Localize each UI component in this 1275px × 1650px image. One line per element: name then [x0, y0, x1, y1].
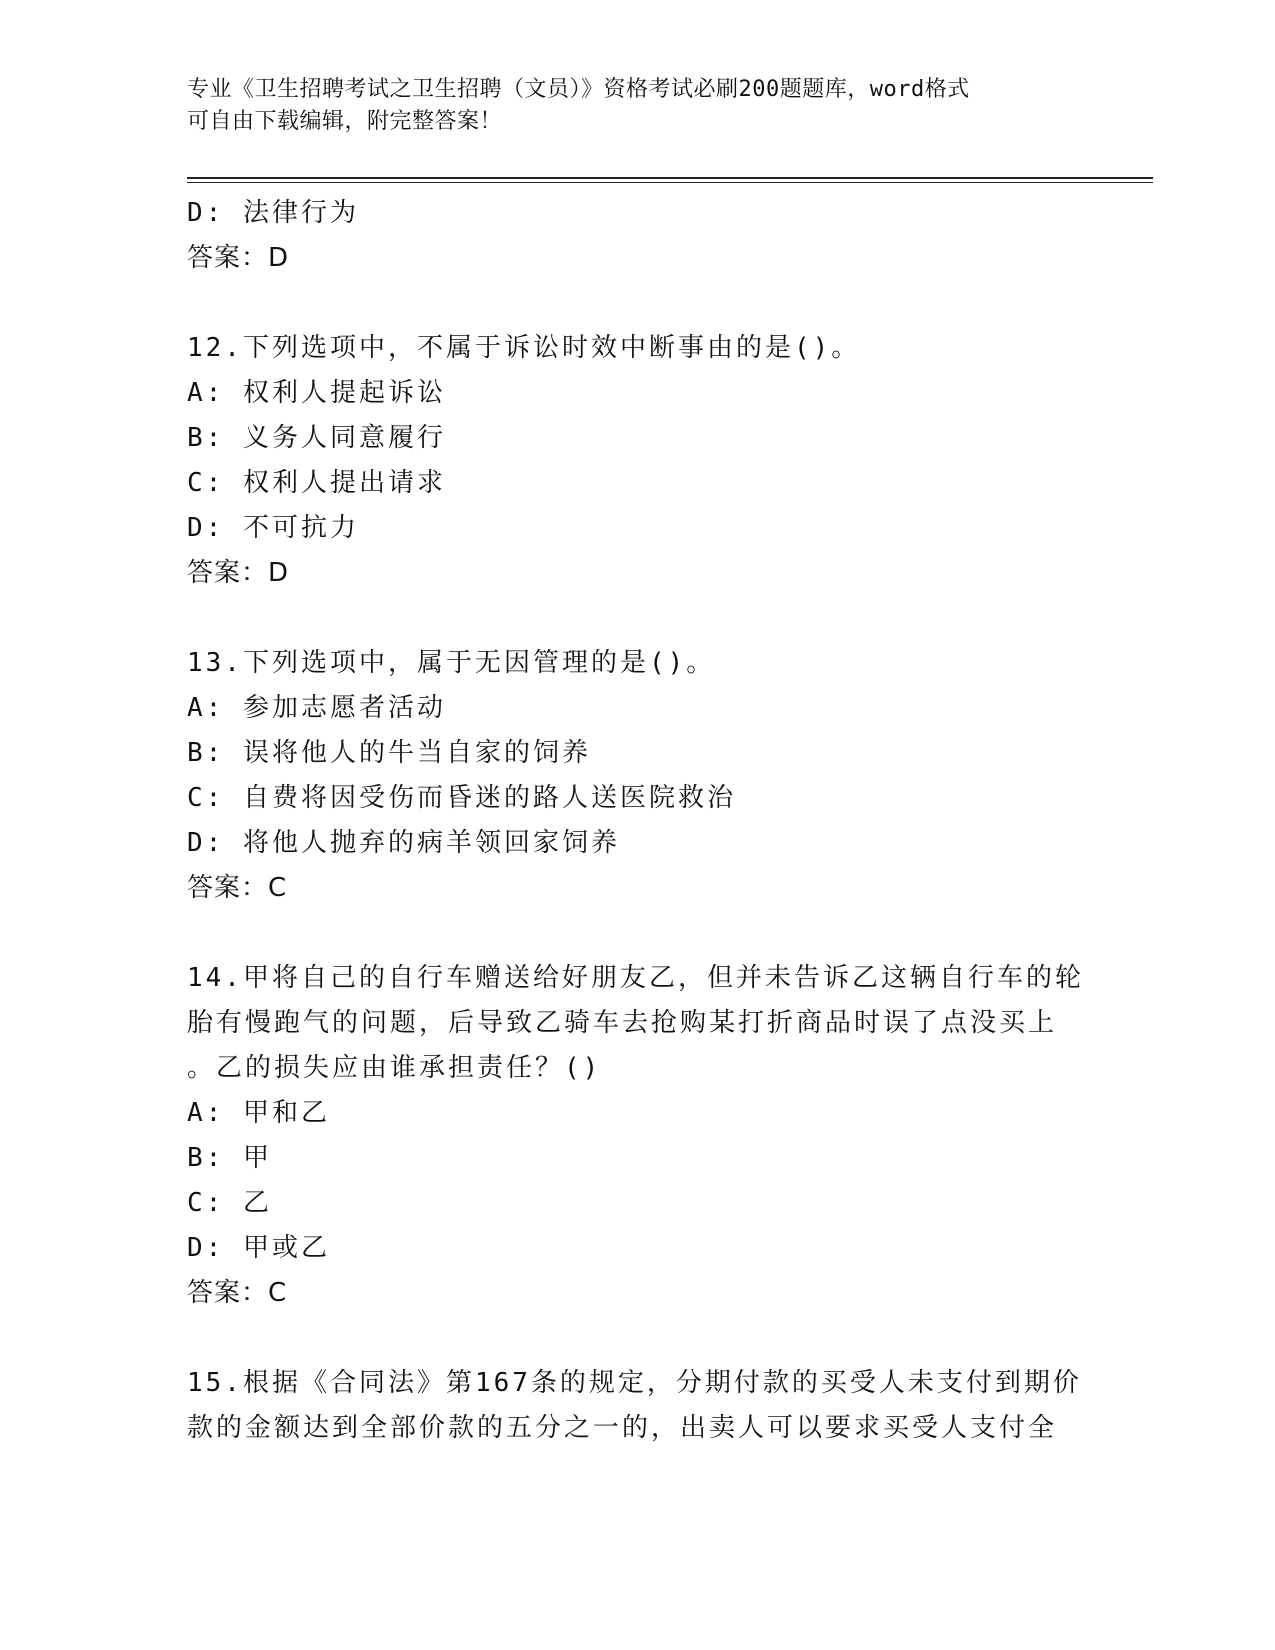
option-c: C: 自费将因受伤而昏迷的路人送医院救治	[187, 783, 736, 813]
answer-line: 答案：C	[187, 1278, 288, 1308]
header-divider	[187, 177, 1153, 179]
question-13	[187, 641, 1087, 911]
question-stem-cont: 款的金额达到全部价款的五分之一的，出卖人可以要求买受人支付全	[187, 1413, 1058, 1443]
option-a: A: 甲和乙	[187, 1098, 330, 1128]
answer-line: 答案：D	[187, 558, 290, 588]
document-header	[187, 74, 1067, 138]
option-c: C: 权利人提出请求	[187, 468, 446, 498]
spacer	[187, 596, 1087, 641]
spacer	[187, 281, 1087, 326]
question-stem-cont: 胎有慢跑气的问题，后导致乙骑车去抢购某打折商品时误了点没买上	[187, 1008, 1058, 1038]
header-line-2: 可自由下载编辑，附完整答案！	[187, 109, 503, 134]
question-stem: 13.下列选项中，属于无因管理的是()。	[187, 648, 716, 678]
option-b: B: 甲	[187, 1143, 272, 1173]
question-list	[187, 191, 1087, 1451]
header-divider-thin	[187, 182, 1153, 183]
question-stem: 12.下列选项中，不属于诉讼时效中断事由的是()。	[187, 333, 861, 363]
option-b: B: 义务人同意履行	[187, 423, 446, 453]
header-line-1: 专业《卫生招聘考试之卫生招聘（文员）》资格考试必刷200题题库，word格式	[187, 77, 970, 102]
option-a: A: 参加志愿者活动	[187, 693, 446, 723]
option-c: C: 乙	[187, 1188, 272, 1218]
question-stem: 15.根据《合同法》第167条的规定，分期付款的买受人未支付到期价	[187, 1368, 1082, 1398]
prev-question	[187, 191, 1087, 281]
question-15	[187, 1361, 1087, 1451]
option-d: D: 不可抗力	[187, 513, 359, 543]
option-b: B: 误将他人的牛当自家的饲养	[187, 738, 591, 768]
question-stem-cont: 。乙的损失应由谁承担责任？()	[187, 1053, 602, 1083]
spacer	[187, 911, 1087, 956]
question-stem: 14.甲将自己的自行车赠送给好朋友乙，但并未告诉乙这辆自行车的轮	[187, 963, 1084, 993]
spacer	[187, 1316, 1087, 1361]
answer-line: 答案：C	[187, 873, 288, 903]
option-a: A: 权利人提起诉讼	[187, 378, 446, 408]
answer-line: 答案：D	[187, 243, 290, 273]
option-d: D: 法律行为	[187, 198, 359, 228]
option-d: D: 将他人抛弃的病羊领回家饲养	[187, 828, 620, 858]
question-12	[187, 326, 1087, 596]
option-d: D: 甲或乙	[187, 1233, 330, 1263]
question-14	[187, 956, 1087, 1316]
